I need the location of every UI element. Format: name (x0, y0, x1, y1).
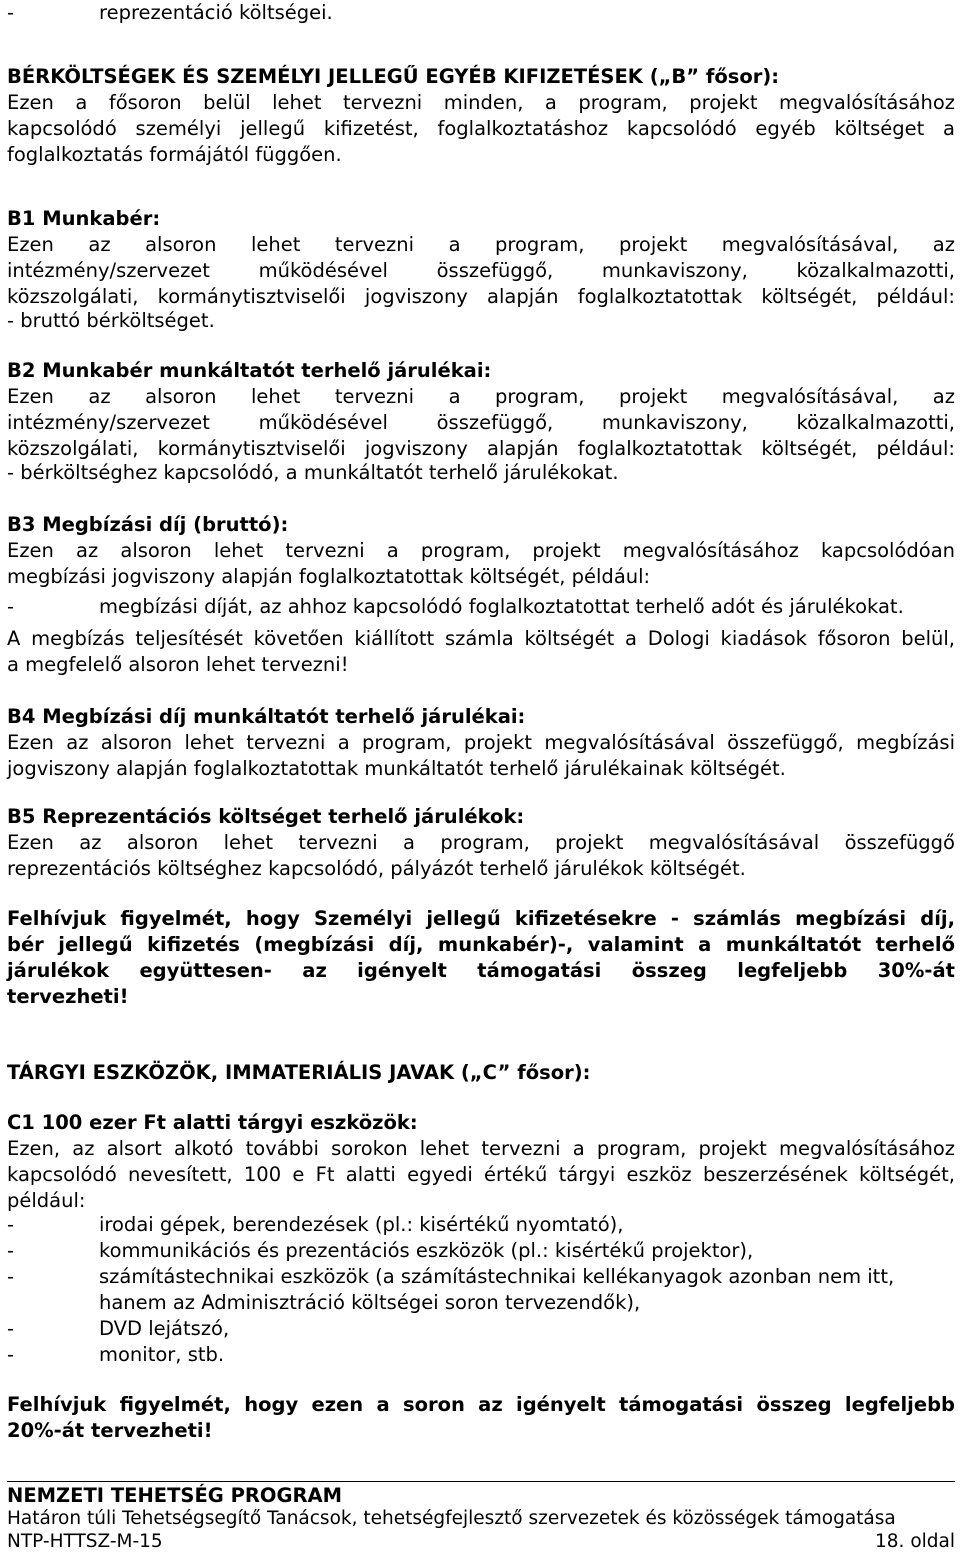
b1-heading: B1 Munkabér: (7, 207, 161, 230)
b3-text-line: megbízási jogviszony alapján foglalkoztatottak költségét, például: (7, 565, 651, 588)
b1-text-line: Ezen az alsoron lehet tervezni a program, projekt megvalósításával, az (7, 233, 955, 256)
section-c-heading: TÁRGYI ESZKÖZÖK, IMMATERIÁLIS JAVAK („C” fősor): (7, 1061, 591, 1084)
footer-page-number: 18. oldal (875, 1531, 955, 1552)
bullet-text: kommunikációs és prezentációs eszközök (pl.: kisértékű projektor), (99, 1239, 754, 1262)
footer-code: NTP-HTTSZ-M-15 (7, 1531, 163, 1552)
b2-text-line: Ezen az alsoron lehet tervezni a program, projekt megvalósításával, az (7, 385, 955, 408)
notice-1-line: bér jellegű kifizetés (megbízási díj, munkabér)-, valamint a munkáltatót terhelő (7, 933, 955, 956)
notice-1-line: tervezheti! (7, 985, 129, 1008)
b3-text-line: Ezen az alsoron lehet tervezni a program, projekt megvalósításához kapcsolódóan (7, 539, 955, 562)
c1-heading: C1 100 ezer Ft alatti tárgyi eszközök: (7, 1111, 418, 1134)
section-b-text-line: foglalkoztatás formájától függően. (7, 143, 342, 166)
bullet-text: irodai gépek, berendezések (pl.: kisértékű nyomtató), (99, 1213, 624, 1236)
b5-heading: B5 Reprezentációs költséget terhelő járulékok: (7, 805, 525, 828)
b1-text-line: - bruttó bérköltséget. (7, 309, 215, 332)
section-b-text-line: Ezen a fősoron belül lehet tervezni minden, a program, projekt megvalósításához (7, 91, 955, 114)
b3-note-line: A megbízás teljesítését követően kiállított számla költségét a Dologi kiadások fősoron belül, (7, 627, 955, 650)
bullet-dash: - (7, 1343, 15, 1366)
footer-subtitle: Határon túli Tehetségsegítő Tanácsok, tehetségfejlesztő szervezetek és közösségek támogatása (7, 1508, 896, 1529)
b2-text-line: közszolgálati, kormánytisztviselői jogviszony alapján foglalkoztatottak költségét, például: (7, 437, 955, 460)
notice-1-line: Felhívjuk figyelmét, hogy Személyi jellegű kifizetésekre - számlás megbízási díj, (7, 907, 955, 930)
notice-2-line: 20%-át tervezheti! (7, 1419, 213, 1442)
b3-note-line: a megfelelő alsoron lehet tervezni! (7, 653, 349, 676)
bullet-text: számítástechnikai eszközök (a számítástechnikai kellékanyagok azonban nem itt, (99, 1265, 895, 1288)
b2-heading: B2 Munkabér munkáltatót terhelő járulékai: (7, 359, 492, 382)
bullet-dash: - (7, 1239, 15, 1262)
bullet-text: megbízási díját, az ahhoz kapcsolódó foglalkoztatottat terhelő adót és járulékokat. (99, 595, 904, 618)
c1-text-line: kapcsolódó nevesített, 100 e Ft alatti egyedi értékű tárgyi eszköz beszerzésének költségét, (7, 1163, 955, 1186)
bullet-dash: - (7, 1, 15, 24)
c1-text-line: például: (7, 1189, 86, 1212)
footer-program-title: NEMZETI TEHETSÉG PROGRAM (7, 1484, 342, 1507)
footer-divider (7, 1481, 955, 1482)
b1-text-line: intézmény/szervezet működésével összefüggő, munkaviszony, közalkalmazotti, (7, 259, 955, 282)
footer-meta (7, 1531, 955, 1553)
bullet-dash: - (7, 595, 15, 618)
section-b-heading: BÉRKÖLTSÉGEK ÉS SZEMÉLYI JELLEGŰ EGYÉB KIFIZETÉSEK („B” fősor): (7, 65, 780, 88)
b5-text-line: Ezen az alsoron lehet tervezni a program, projekt megvalósításával összefüggő (7, 831, 955, 854)
b3-heading: B3 Megbízási díj (bruttó): (7, 513, 289, 536)
b2-text-line: - bérköltséghez kapcsolódó, a munkáltatót terhelő járulékokat. (7, 461, 619, 484)
b1-text-line: közszolgálati, kormánytisztviselői jogviszony alapján foglalkoztatottak költségét, például: (7, 285, 955, 308)
b4-heading: B4 Megbízási díj munkáltatót terhelő járulékai: (7, 705, 526, 728)
bullet-text: monitor, stb. (99, 1343, 225, 1366)
bullet-text: reprezentáció költségei. (99, 1, 333, 24)
b5-text-line: reprezentációs költséghez kapcsolódó, pályázót terhelő járulékok költségét. (7, 857, 746, 880)
b4-text-line: Ezen az alsoron lehet tervezni a program, projekt megvalósításával összefüggő, megbízási (7, 731, 955, 754)
notice-1-line: járulékok együttesen- az igényelt támogatási összeg legfeljebb 30%-át (7, 959, 955, 982)
notice-2-line: Felhívjuk figyelmét, hogy ezen a soron az igényelt támogatási összeg legfeljebb (7, 1393, 955, 1416)
bullet-dash: - (7, 1213, 15, 1236)
b4-text-line: jogviszony alapján foglalkoztatottak munkáltatót terhelő járulékainak költségét. (7, 757, 786, 780)
bullet-text: DVD lejátszó, (99, 1317, 230, 1340)
bullet-dash: - (7, 1317, 15, 1340)
bullet-dash: - (7, 1265, 15, 1288)
b2-text-line: intézmény/szervezet működésével összefüggő, munkaviszony, közalkalmazotti, (7, 411, 955, 434)
section-b-text-line: kapcsolódó személyi jellegű kifizetést, foglalkoztatáshoz kapcsolódó egyéb költséget a (7, 117, 955, 140)
bullet-text: hanem az Adminisztráció költségei soron tervezendők), (99, 1291, 641, 1314)
c1-text-line: Ezen, az alsort alkotó további sorokon lehet tervezni a program, projekt megvalósításához (7, 1137, 955, 1160)
